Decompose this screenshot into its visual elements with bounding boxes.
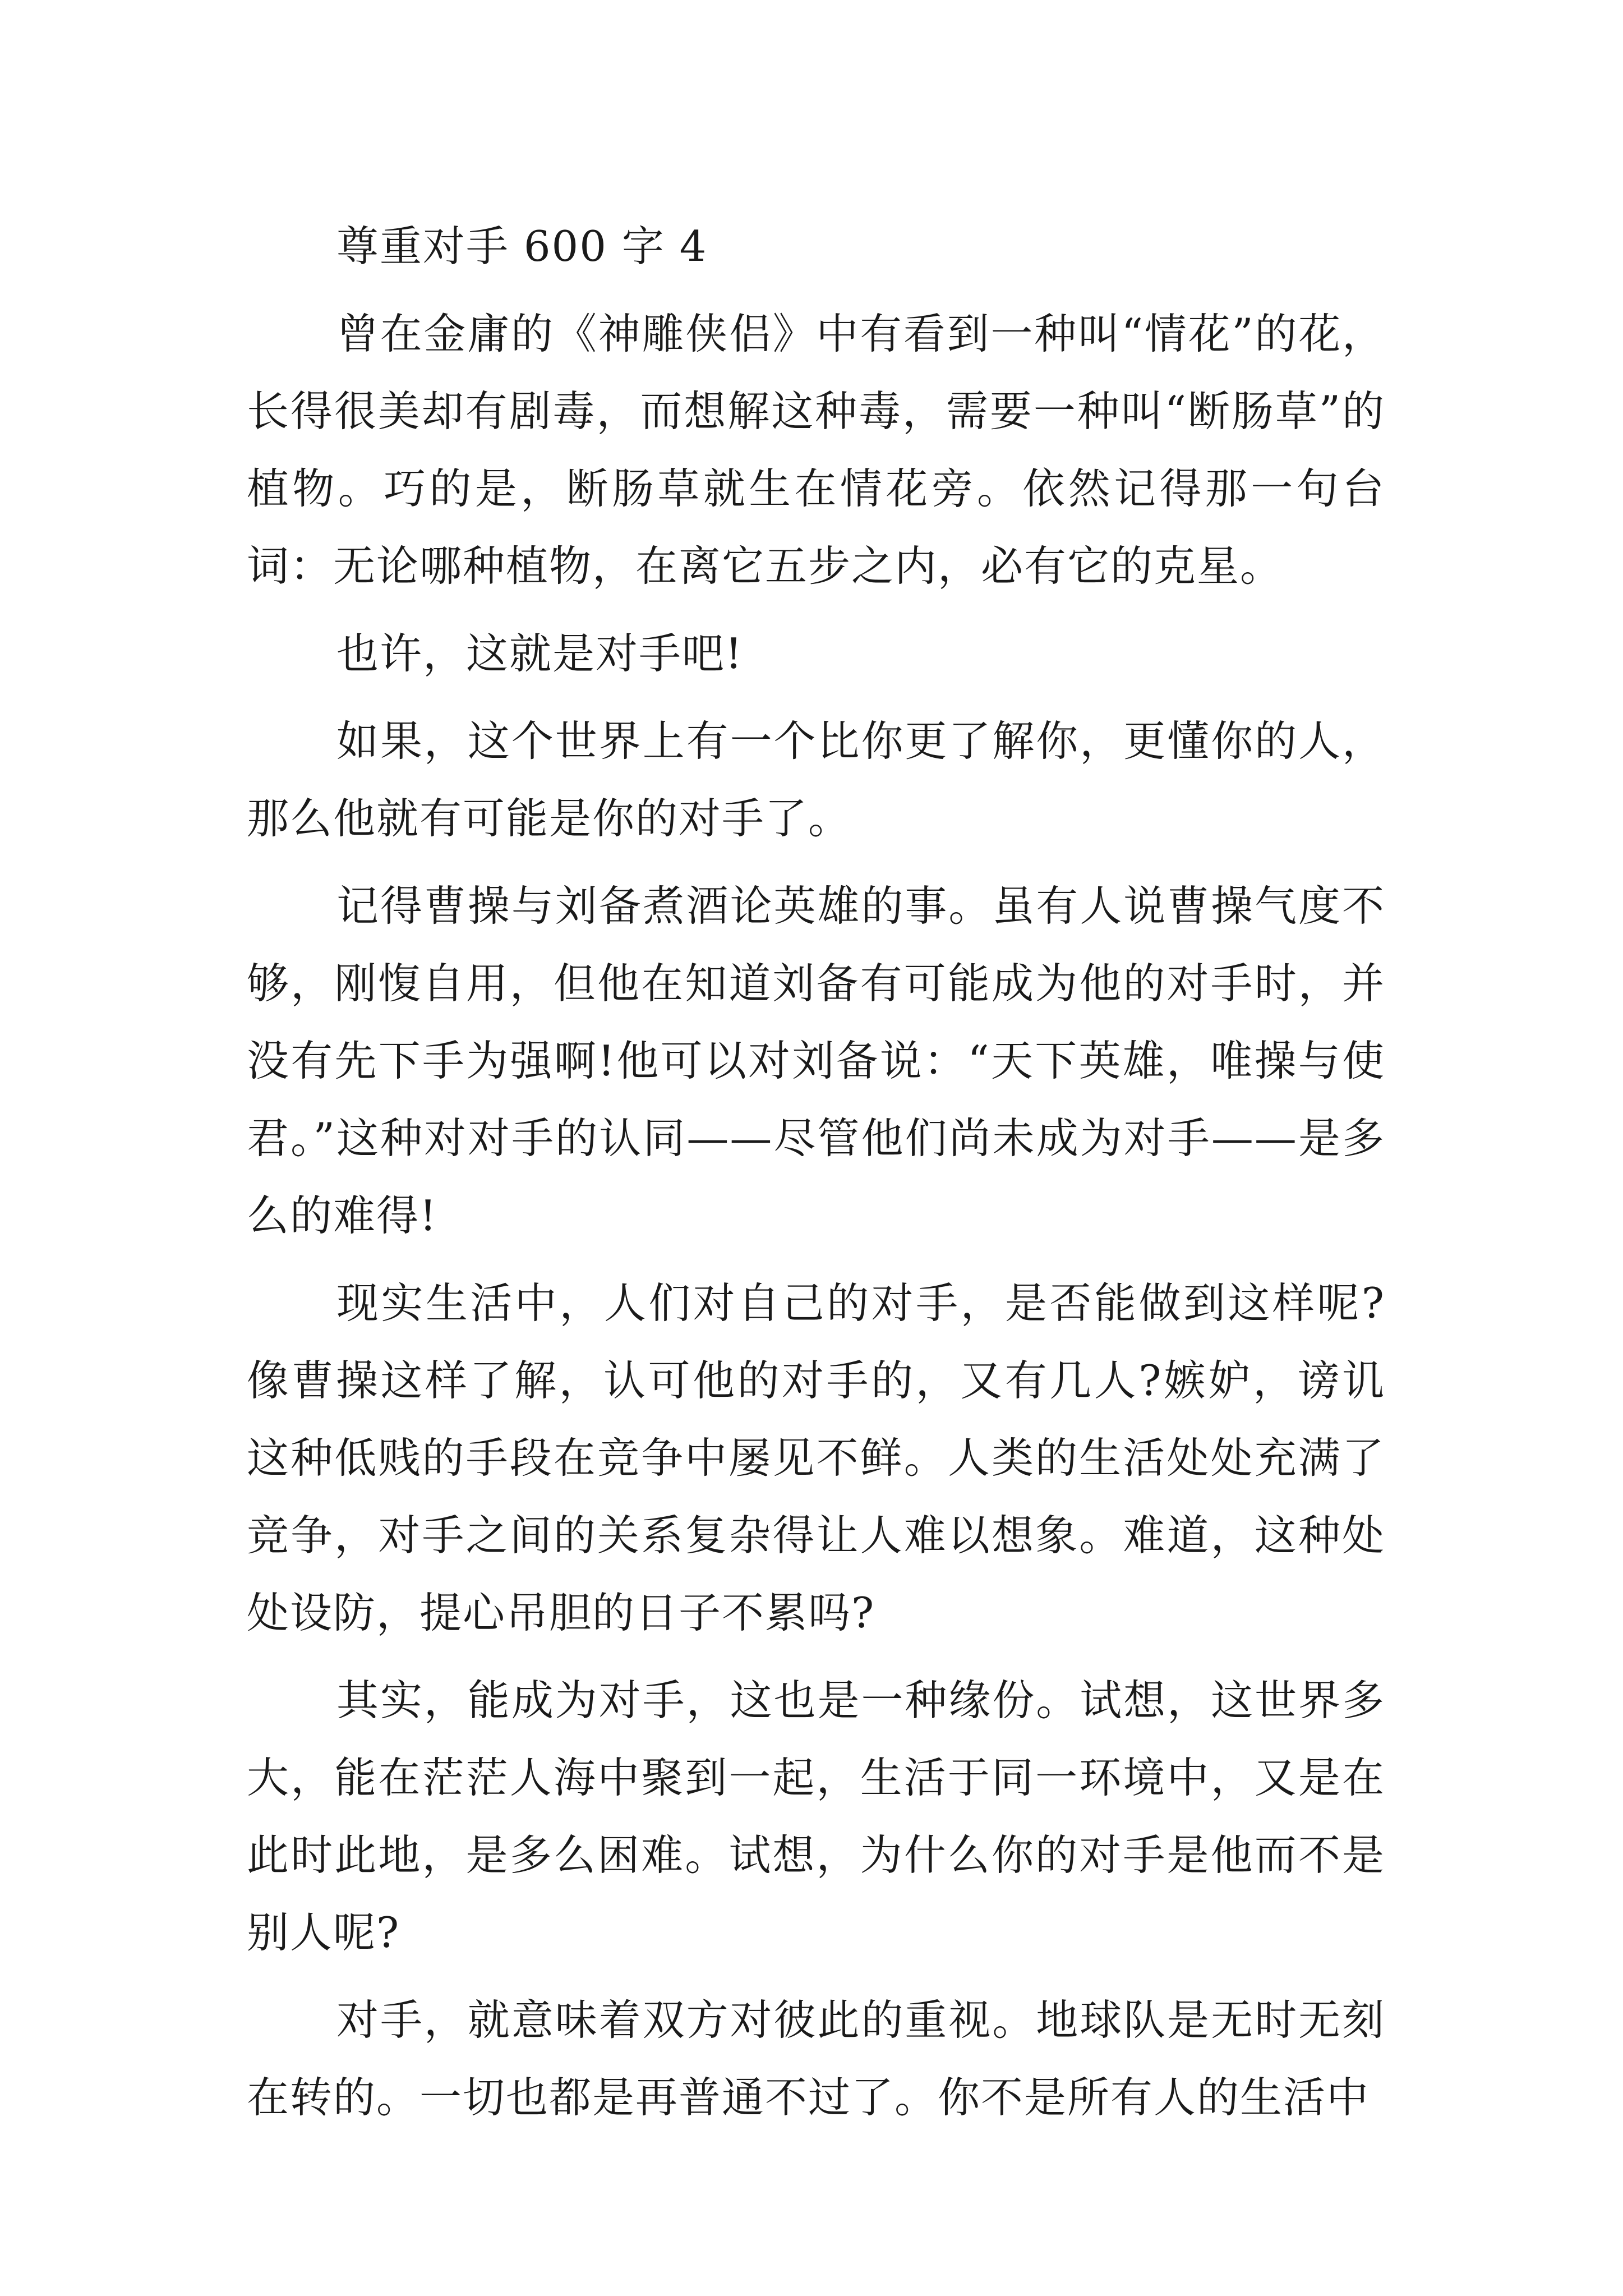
- paragraph-4: 记得曹操与刘备煮酒论英雄的事。虽有人说曹操气度不够，刚愎自用，但他在知道刘备有可能成为他的对手时，并没有先下手为强啊!他可以对刘备说：“天下英雄，唯操与使君。”这种对对手的认同——尽管他们尚未成为对手——是多么的难得!: [247, 881, 1385, 1240]
- paragraph-6: 其实，能成为对手，这也是一种缘份。试想，这世界多大，能在茫茫人海中聚到一起，生活于同一环境中，又是在此时此地，是多么困难。试想，为什么你的对手是他而不是别人呢?: [247, 1676, 1385, 1957]
- paragraph-7: 对手，就意味着双方对彼此的重视。地球队是无时无刻在转的。一切也都是再普通不过了。你不是所有人的生活中: [247, 1995, 1385, 2122]
- paragraph-2: 也许，这就是对手吧!: [336, 629, 744, 678]
- paragraph-1: 曾在金庸的《神雕侠侣》中有看到一种叫“情花”的花，长得很美却有剧毒，而想解这种毒，需要一种叫“断肠草”的植物。巧的是，断肠草就生在情花旁。依然记得那一句台词：无论哪种植物，在离它五步之内，必有它的克星。: [247, 309, 1385, 591]
- document-body: [247, 208, 1385, 2136]
- paragraph-3: 如果，这个世界上有一个比你更了解你，更懂你的人，那么他就有可能是你的对手了。: [247, 716, 1385, 843]
- paragraph-5: 现实生活中，人们对自己的对手，是否能做到这样呢?像曹操这样了解，认可他的对手的，又有几人?嫉妒，谤讥这种低贱的手段在竞争中屡见不鲜。人类的生活处处充满了竞争，对手之间的关系复杂得让人难以想象。难道，这种处处设防，提心吊胆的日子不累吗?: [247, 1278, 1385, 1637]
- document-title: 尊重对手 600 字 4: [336, 222, 708, 271]
